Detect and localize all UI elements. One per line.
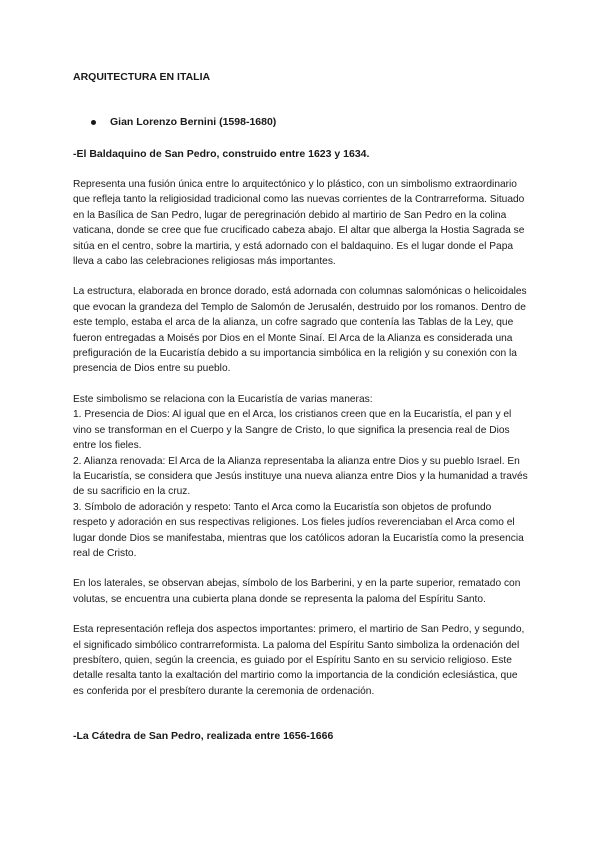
list-intro: Este simbolismo se relaciona con la Eucaristía de varias maneras: <box>73 393 373 405</box>
document-title: ARQUITECTURA EN ITALIA <box>73 71 211 83</box>
list-item-2: 2. Alianza renovada: El Arca de la Alianza representaba la alianza entre Dios y su pueblo Israel. En la Eucaristía, se considera que Jesús instituye una nueva alianza entre Dios y la humanidad a través de su sacrificio en la cruz. <box>73 455 528 498</box>
section-heading-catedra: -La Cátedra de San Pedro, realizada entre 1656-1666 <box>73 730 334 743</box>
bullet-item-bernini <box>91 115 528 129</box>
paragraph-5: Esta representación refleja dos aspectos importantes: primero, el martirio de San Pedro, y segundo, el significado simbólico contrarreformista. La paloma del Espíritu Santo simboliza la ordenación del presbítero, quien, según la creencia, es guiado por el Espíritu Santo en su servicio religioso. Este detalle resalta tanto la exaltación del martirio como la importancia de la condición eclesiástica, que es conferida por el presbítero durante la ceremonia de ordenación. <box>73 624 525 697</box>
list-item-1: 1. Presencia de Dios: Al igual que en el Arca, los cristianos creen que en la Eucaristía, el pan y el vino se transforman en el Cuerpo y la Sangre de Cristo, lo que significa la presencia real de Dios entre los fieles. <box>73 409 512 452</box>
list-item-3: 3. Símbolo de adoración y respeto: Tanto el Arca como la Eucaristía son objetos de profundo respeto y adoración en sus respectivas religiones. Los fieles judíos reverenciaban el Arca como el lugar donde Dios se manifestaba, mientras que los católicos adoran la Eucaristía como la presencia real de Cristo. <box>73 501 524 559</box>
bullet-item-label: Gian Lorenzo Bernini (1598-1680) <box>110 116 277 128</box>
section-heading-baldaquino: -El Baldaquino de San Pedro, construido entre 1623 y 1634. <box>73 148 370 160</box>
paragraph-2: La estructura, elaborada en bronce dorado, está adornada con columnas salomónicas o helicoidales que evocan la grandeza del Templo de Salomón de Jerusalén, destruido por los romanos. Dentro de este templo, estaba el arca de la alianza, un cofre sagrado que contenía las Tablas de la Ley, que fueron entregadas a Moisés por Dios en el Monte Sinaí. El Arca de la Alianza es considerada una prefiguración de la Eucaristía debido a su importancia simbólica en la religión y su conexión con la presencia de Dios entre su pueblo. <box>73 286 527 375</box>
paragraph-1: Representa una fusión única entre lo arquitectónico y lo plástico, con un simbolismo extraordinario que refleja tanto la religiosidad tradicional como las nuevas corrientes de la Contrarreforma. Situado en la Basílica de San Pedro, lugar de peregrinación debido al martirio de San Pedro en la colina vaticana, donde se cree que fue crucificado cabeza abajo. El altar que alberga la Hostia Sagrada se sitúa en el centro, sobre la martiria, y está adornado con el baldaquino. Es el lugar donde el Papa lleva a cabo las celebraciones religiosas más importantes. <box>73 179 525 268</box>
paragraph-4: En los laterales, se observan abejas, símbolo de los Barberini, y en la parte superior, rematado con volutas, se encuentra una cubierta plana donde se representa la paloma del Espíritu Santo. <box>73 578 521 605</box>
paragraph-3 <box>73 392 528 561</box>
bullet-dot-icon <box>91 120 96 125</box>
document-body <box>73 70 528 743</box>
